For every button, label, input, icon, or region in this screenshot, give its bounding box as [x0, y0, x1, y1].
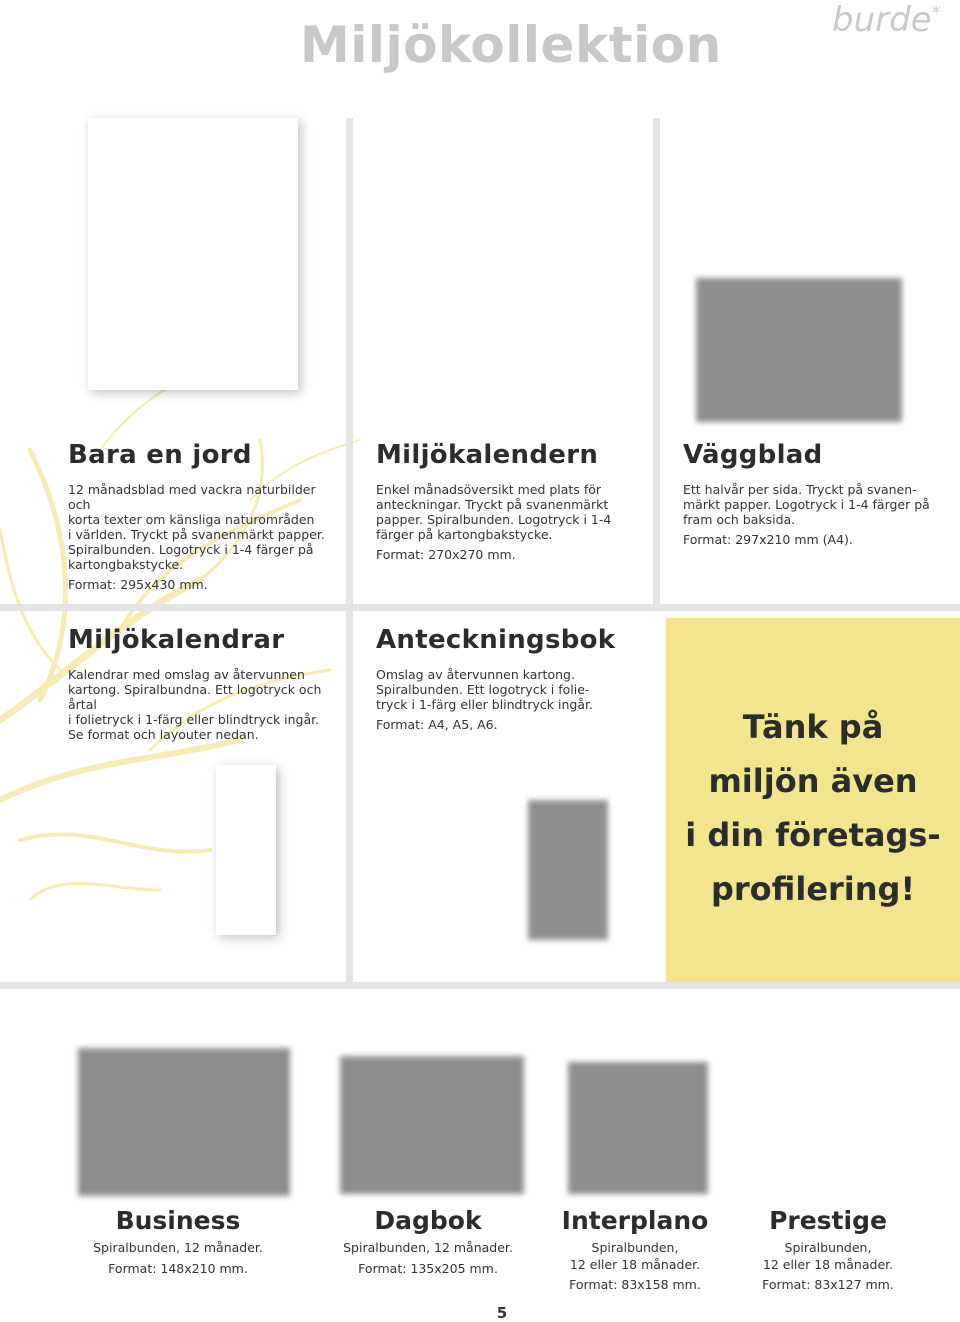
section-anteckningsbok: [376, 625, 646, 732]
product-desc: Spiralbunden, 12 månader.: [343, 1240, 513, 1255]
product-prestige: [748, 1206, 908, 1293]
section-format: Format: A4, A5, A6.: [376, 717, 498, 732]
section-format: Format: 270x270 mm.: [376, 547, 516, 562]
product-desc: Spiralbunden, 12 månader.: [93, 1240, 263, 1255]
product-format: Format: 148x210 mm.: [108, 1261, 248, 1276]
section-title: Anteckningsbok: [376, 625, 616, 655]
bara-en-jord-image: [88, 118, 298, 390]
product-interplano: [555, 1206, 715, 1293]
section-miljokalendrar: [68, 625, 343, 742]
section-title: Bara en jord: [68, 440, 252, 470]
section-desc: Kalendrar med omslag av återvunnen kartong. Spiralbundna. Ett logotryck och årtal i folietryck i 1-färg eller blindtryck ingår. Se format och layouter nedan.: [68, 667, 322, 742]
slogan-text: Tänk på miljön även i din företags- profilering!: [685, 708, 941, 908]
section-miljokalendern: [376, 440, 646, 562]
product-desc: Spiralbunden,: [784, 1240, 872, 1255]
divider-h2: [0, 982, 960, 989]
section-desc: Enkel månadsöversikt med plats för anteckningar. Tryckt på svanenmärkt papper. Spiralbunden. Logotryck i 1-4 färger på kartongbakstycke.: [376, 482, 612, 542]
product-name: Dagbok: [374, 1206, 482, 1235]
anteckningsbok-image: [528, 800, 608, 940]
product-name: Prestige: [769, 1206, 887, 1235]
product-format: Format: 83x158 mm.: [569, 1277, 701, 1292]
product-dagbok: [328, 1206, 528, 1277]
vaggblad-image: [696, 278, 902, 422]
interplano-image: [568, 1062, 708, 1194]
divider-h1: [0, 604, 960, 611]
divider-v1: [346, 118, 353, 988]
section-format: Format: 295x430 mm.: [68, 577, 208, 592]
brand-logo: burde*: [832, 0, 941, 40]
page-number: 5: [496, 1304, 508, 1322]
miljokalendrar-image: [216, 765, 276, 935]
section-title: Miljökalendern: [376, 440, 599, 470]
section-desc: Ett halvår per sida. Tryckt på svanen- märkt papper. Logotryck i 1-4 färger på fram och baksida.: [683, 482, 930, 527]
product-name: Business: [115, 1206, 241, 1235]
business-image: [78, 1048, 290, 1196]
section-title: Väggblad: [683, 440, 823, 470]
product-desc-2: 12 eller 18 månader.: [569, 1257, 701, 1272]
section-bara-en-jord: [68, 440, 338, 592]
section-vaggblad: [683, 440, 953, 547]
dagbok-image: [340, 1056, 524, 1194]
product-desc-2: 12 eller 18 månader.: [762, 1257, 894, 1272]
page-title: Miljökollektion: [300, 16, 722, 74]
section-desc: Omslag av återvunnen kartong. Spiralbunden. Ett logotryck i folie- tryck i 1-färg eller blindtryck ingår.: [376, 667, 593, 712]
product-desc: Spiralbunden,: [591, 1240, 679, 1255]
section-title: Miljökalendrar: [68, 625, 285, 655]
product-format: Format: 83x127 mm.: [762, 1277, 894, 1292]
product-business: [78, 1206, 278, 1277]
section-desc: 12 månadsblad med vackra naturbilder och korta texter om känsliga naturområden i världen. Tryckt på svanenmärkt papper. Spiralbunden. Logotryck i 1-4 färger på kartongbakstycke.: [68, 482, 325, 572]
divider-v2: [653, 118, 660, 606]
section-format: Format: 297x210 mm (A4).: [683, 532, 853, 547]
product-format: Format: 135x205 mm.: [358, 1261, 498, 1276]
product-name: Interplano: [561, 1206, 709, 1235]
